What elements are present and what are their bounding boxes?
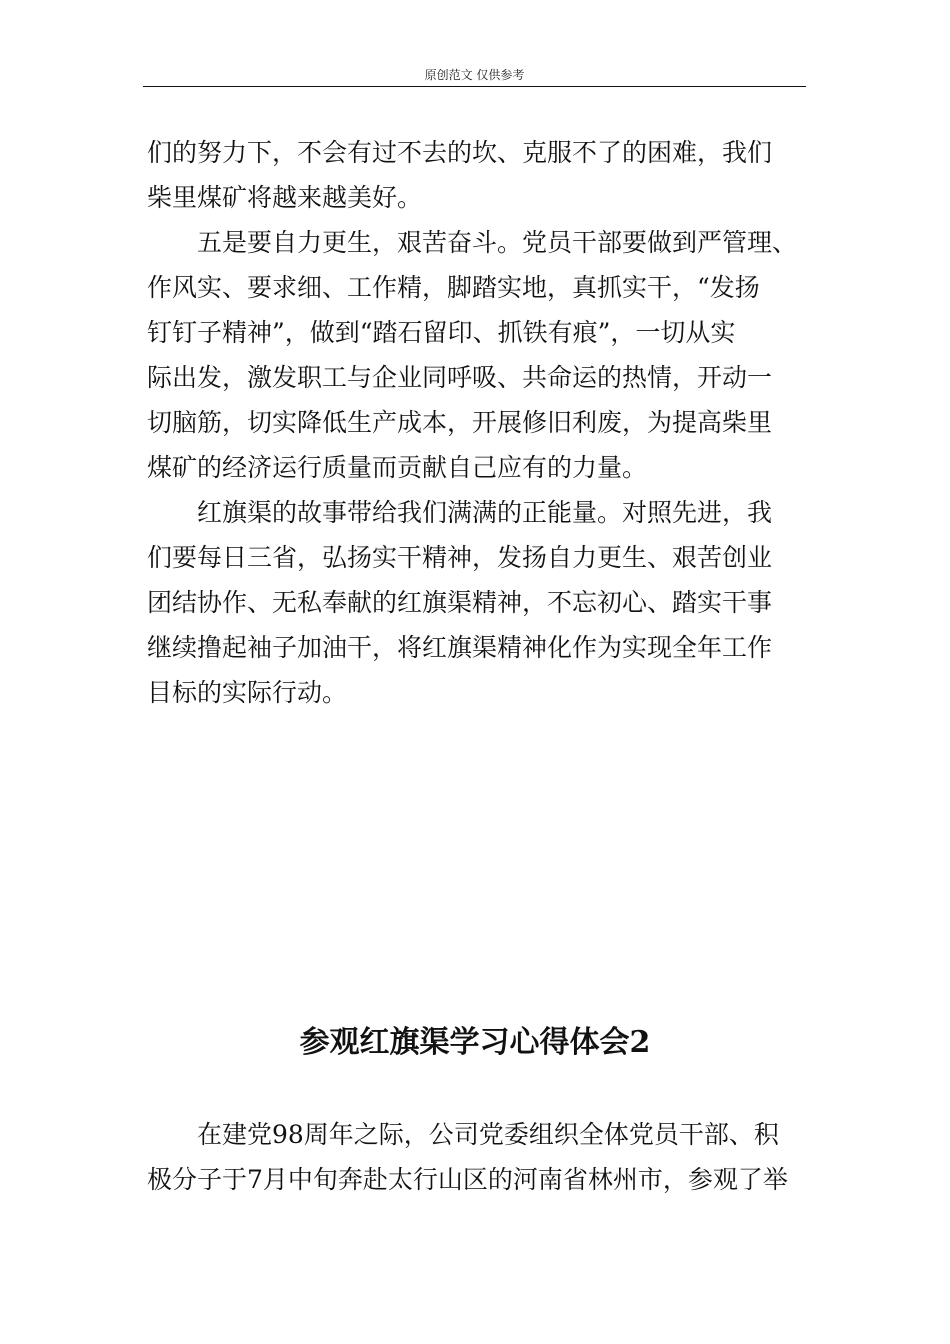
text-line: 们要每日三省，弘扬实干精神，发扬自力更生、艰苦创业 (147, 543, 773, 572)
text-line: 目标的实际行动。 (147, 678, 348, 707)
text-line: 钉钉子精神”，做到“踏石留印、抓铁有痕”，一切从实 (147, 318, 736, 347)
text-line: 煤矿的经济运行质量而贡献自己应有的力量。 (147, 453, 648, 482)
text-line: 柴里煤矿将越来越美好。 (147, 183, 423, 212)
text-line: 团结协作、无私奉献的红旗渠精神，不忘初心、踏实干事 (147, 588, 773, 617)
text-line: 际出发，激发职工与企业同呼吸、共命运的热情，开动一 (147, 363, 773, 392)
text-line: 五是要自力更生，艰苦奋斗。党员干部要做到严管理、 (147, 228, 798, 257)
text-line: 在建党98周年之际，公司党委组织全体党员干部、积 (147, 1120, 779, 1149)
text-line: 切脑筋，切实降低生产成本，开展修旧利废，为提高柴里 (147, 408, 773, 437)
text-line: 作风实、要求细、工作精，脚踏实地，真抓实干，“发扬 (147, 273, 760, 302)
text-line: 们的努力下，不会有过不去的坎、克服不了的困难，我们 (147, 138, 773, 167)
text-line: 继续撸起袖子加油干，将红旗渠精神化作为实现全年工作 (147, 633, 773, 662)
header-text: 原创范文 仅供参考 (424, 68, 525, 82)
section-title: 参观红旗渠学习心得体会2 (299, 1025, 651, 1060)
body-text-section-2 (147, 1112, 810, 1202)
text-line: 红旗渠的故事带给我们满满的正能量。对照先进，我 (147, 498, 773, 527)
text-line: 极分子于7月中旬奔赴太行山区的河南省林州市，参观了举 (147, 1165, 788, 1194)
page-header (143, 66, 806, 87)
body-text-section-1 (147, 130, 810, 715)
